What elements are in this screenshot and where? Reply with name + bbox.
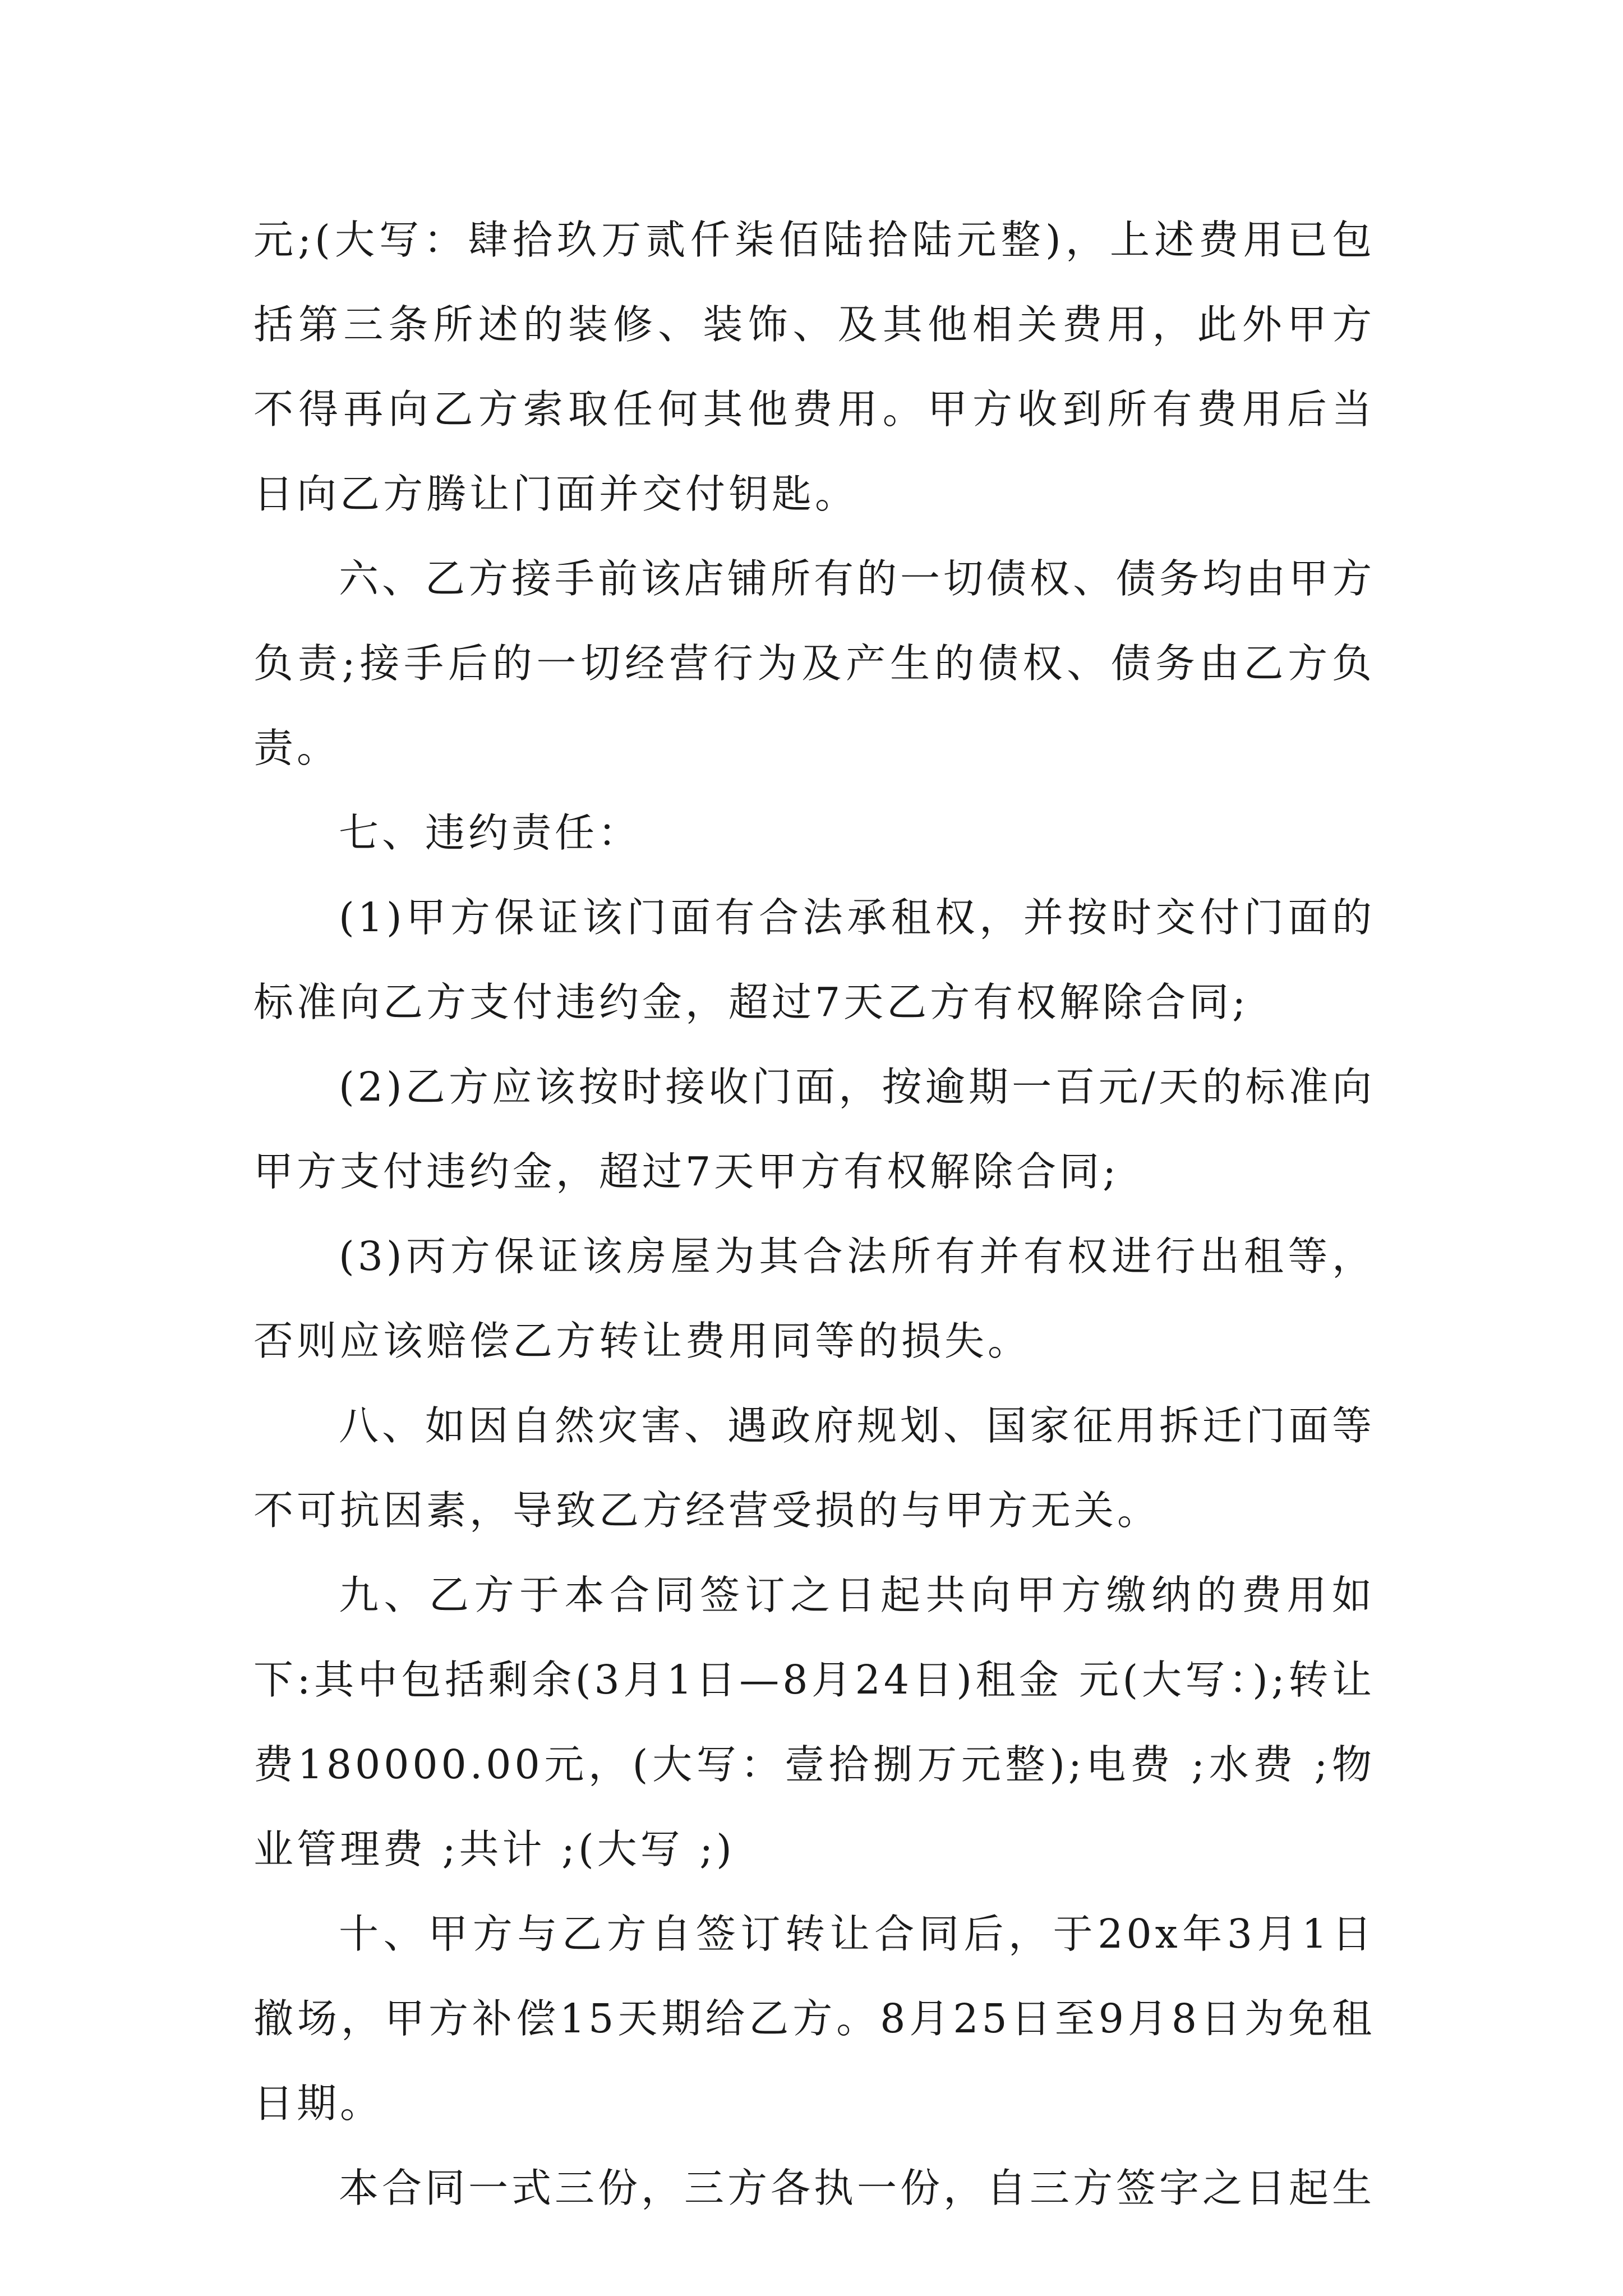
paragraph-clause-7-item-1: (1)甲方保证该门面有合法承租权，并按时交付门面的标准向乙方支付违约金，超过7天乙方有权解除合同; <box>253 894 1375 1025</box>
document-body <box>253 197 1375 2230</box>
paragraph-clause-6: 六、乙方接手前该店铺所有的一切债权、债务均由甲方负责;接手后的一切经营行为及产生的债权、债务由乙方负责。 <box>253 555 1376 771</box>
paragraph-closing: 本合同一式三份，三方各执一份，自三方签字之日起生 <box>339 2165 1376 2211</box>
paragraph-clause-7-heading: 七、违约责任： <box>339 809 642 856</box>
paragraph-fee-continuation: 元;(大写：肆拾玖万贰仟柒佰陆拾陆元整)，上述费用已包括第三条所述的装修、装饰、及其他相关费用，此外甲方不得再向乙方索取任何其他费用。甲方收到所有费用后当日向乙方腾让门面并交付钥匙。 <box>253 217 1375 517</box>
paragraph-clause-7-item-2: (2)乙方应该按时接收门面，按逾期一百元/天的标准向甲方支付违约金，超过7天甲方有权解除合同; <box>253 1064 1375 1195</box>
paragraph-clause-8: 八、如因自然灾害、遇政府规划、国家征用拆迁门面等不可抗因素，导致乙方经营受损的与甲方无关。 <box>253 1402 1376 1534</box>
paragraph-clause-10: 十、甲方与乙方自签订转让合同后，于20x年3月1日撤场，甲方补偿15天期给乙方。8月25日至9月8日为免租日期。 <box>253 1911 1375 2127</box>
paragraph-clause-9: 九、乙方于本合同签订之日起共向甲方缴纳的费用如下:其中包括剩余(3月1日—8月24日)租金 元(大写：);转让费180000.00元，(大写：壹拾捌万元整);电费 ;水费 ;物业管理费 ;共计 ;(大写 ;) <box>253 1572 1375 1872</box>
paragraph-clause-7-item-3: (3)丙方保证该房屋为其合法所有并有权进行出租等，否则应该赔偿乙方转让费用同等的损失。 <box>253 1233 1375 1364</box>
